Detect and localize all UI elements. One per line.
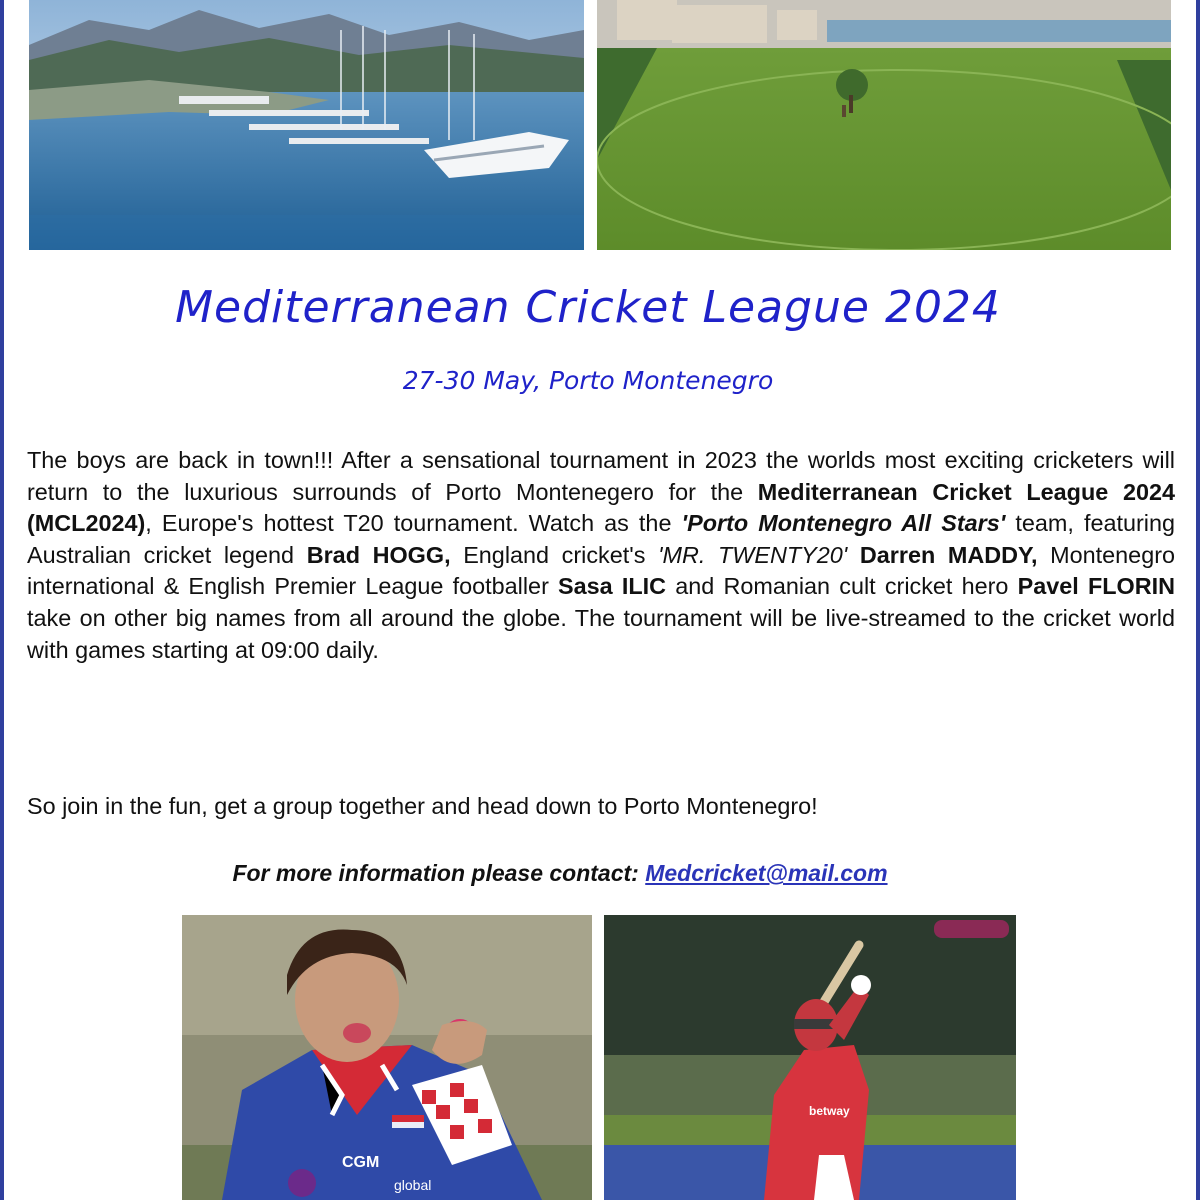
intro-paragraph xyxy=(27,445,1175,666)
contact-label: For more information please contact: xyxy=(232,860,646,886)
batsman-photo xyxy=(604,915,1016,1200)
invite-paragraph: So join in the fun, get a group together and head down to Porto Montenegro! xyxy=(27,793,818,819)
player-hogg: Brad HOGG, xyxy=(306,541,451,568)
contact-line xyxy=(0,860,1120,887)
bowler-photo xyxy=(182,915,592,1200)
contact-email-link[interactable]: Medcricket@mail.com xyxy=(645,860,888,886)
player-ilic: Sasa ILIC xyxy=(558,573,667,600)
intro-text-4: England cricket's xyxy=(450,541,659,568)
team-name: 'Porto Montenegro All Stars' xyxy=(681,510,1006,537)
nickname: 'MR. TWENTY20' xyxy=(658,541,848,568)
cricket-field-photo xyxy=(597,0,1171,250)
intro-text-6: Montenegro international & English Premier League footballer xyxy=(27,541,1175,600)
intro-text-5 xyxy=(847,542,860,568)
page-title: Mediterranean Cricket League 2024 xyxy=(175,282,1001,333)
league-name: Mediterranean Cricket League 2024 (MCL2024) xyxy=(27,478,1175,537)
intro-text-7: and Romanian cult cricket hero xyxy=(666,573,1018,600)
player-florin: Pavel FLORIN xyxy=(1017,573,1175,600)
shirt-sponsor-text: global xyxy=(394,1177,432,1193)
intro-text-1: The boys are back in town!!! After a sensational tournament in 2023 the worlds most exciting cricketers will return to the luxurious surrounds of Porto Montenegero for the xyxy=(27,447,1175,505)
batsman-sponsor-text: betway xyxy=(809,1104,850,1118)
intro-text-2: , Europe's hottest T20 tournament. Watch as the xyxy=(145,510,682,537)
intro-text-3: team, featuring Australian cricket legend xyxy=(27,510,1176,568)
player-maddy: Darren MADDY, xyxy=(859,541,1038,568)
event-dates-location: 27-30 May, Porto Montenegro xyxy=(402,366,774,395)
intro-text-8: take on other big names from all around the globe. The tournament will be live-streamed to the cricket world with games starting at 09:00 daily. xyxy=(27,604,1175,663)
marina-photo xyxy=(29,0,584,250)
shirt-logo-text: CGM xyxy=(342,1154,380,1171)
